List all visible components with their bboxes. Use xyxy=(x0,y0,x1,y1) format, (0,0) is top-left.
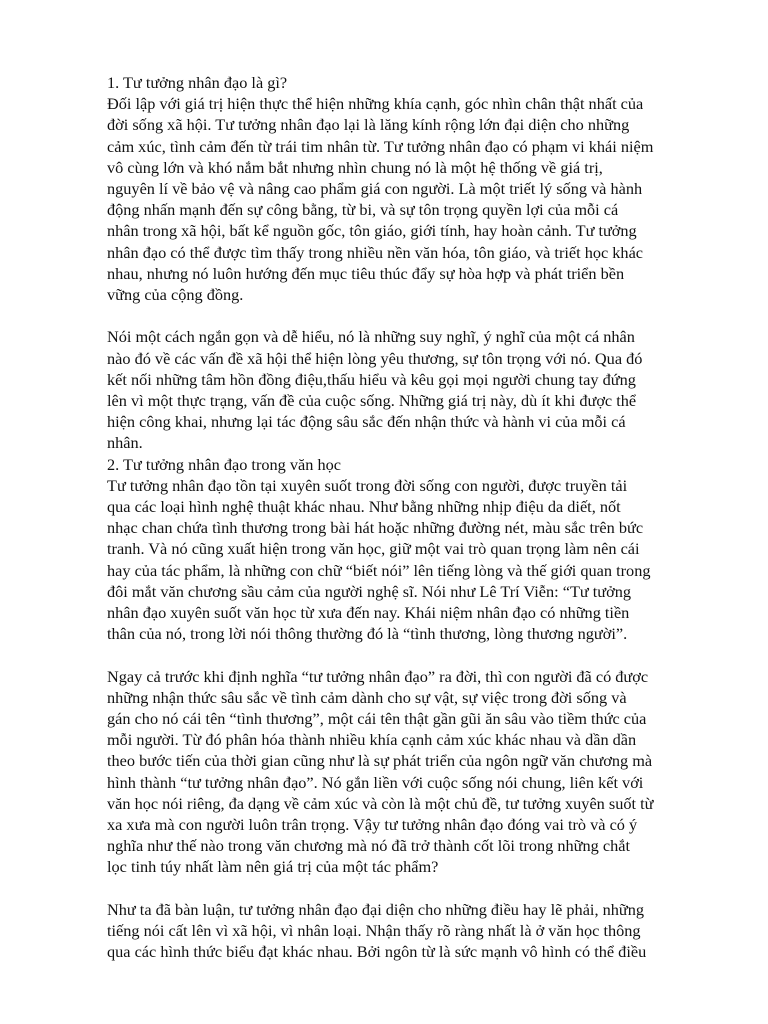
heading-1: 1. Tư tưởng nhân đạo là gì? xyxy=(107,73,288,92)
paragraph-2: Nói một cách ngắn gọn và dễ hiểu, nó là những suy nghĩ, ý nghĩ của một cá nhân nào đó về các vấn đề xã hội thể hiện lòng yêu thương, sự tôn trọng với nó. Qua đó kết nối những tâm hồn đồng điệu,thấu hiểu và kêu gọi mọi người chung tay đứng lên vì một thực trạng, vấn đề của cuộc sống. Những giá trị này, dù ít khi được thể hiện công khai, nhưng lại tác động sâu sắc đến nhận thức và hành vi của mỗi cá nhân. xyxy=(107,327,643,453)
paragraph-gap xyxy=(107,878,707,899)
paragraph-gap xyxy=(107,644,707,665)
heading-2: 2. Tư tưởng nhân đạo trong văn học xyxy=(107,454,341,474)
paragraph-1: Đối lập với giá trị hiện thực thể hiện những khía cạnh, góc nhìn chân thật nhất của đời sống xã hội. Tư tưởng nhân đạo lại là lăng kính rộng lớn đại diện cho những cảm xúc, tình cảm đến từ trái tim nhân từ. Tư tưởng nhân đạo có phạm vi khái niệm vô cùng lớn và khó nắm bắt nhưng nhìn chung nó là một hệ thống về giá trị, nguyên lí về bảo vệ và nâng cao phẩm giá con người. Là một triết lý sống và hành động nhấn mạnh đến sự công bằng, từ bi, và sự tôn trọng quyền lợi của mỗi cá nhân trong xã hội, bất kể nguồn gốc, tôn giáo, giới tính, hay hoàn cảnh. Tư tưởng nhân đạo có thể được tìm thấy trong nhiều nền văn hóa, tôn giáo, và triết học khác nhau, nhưng nó luôn hướng đến mục tiêu thúc đẩy sự hòa hợp và phát triển bền vững của cộng đồng. xyxy=(107,94,654,305)
paragraph-5: Như ta đã bàn luận, tư tưởng nhân đạo đại diện cho những điều hay lẽ phải, những tiếng nói cất lên vì xã hội, vì nhân loại. Nhận thấy rõ ràng nhất là ở văn học thông qua các hình thức biểu đạt khác nhau. Bởi ngôn từ là sức mạnh vô hình có thể điều xyxy=(107,899,647,962)
paragraph-gap xyxy=(107,305,707,326)
paragraph-4: Ngay cả trước khi định nghĩa “tư tưởng nhân đạo” ra đời, thì con người đã có được những nhận thức sâu sắc về tình cảm dành cho sự vật, sự việc trong đời sống và gán cho nó cái tên “tình thương”, một cái tên thật gần gũi ăn sâu vào tiềm thức của mỗi người. Từ đó phân hóa thành nhiều khía cạnh cảm xúc khác nhau và dần dần theo bước tiến của thời gian cũng như là sự phát triển của ngôn ngữ văn chương mà hình thành “tư tưởng nhân đạo”. Nó gắn liền với cuộc sống nói chung, liên kết với văn học nói riêng, đa dạng về cảm xúc và còn là một chủ đề, tư tưởng xuyên suốt từ xa xưa mà con người luôn trân trọng. Vậy tư tưởng nhân đạo đóng vai trò và có ý nghĩa như thế nào trong văn chương mà nó đã trở thành cốt lõi trong những chắt lọc tinh túy nhất làm nên giá trị của một tác phẩm? xyxy=(107,666,654,877)
paragraph-3: Tư tưởng nhân đạo tồn tại xuyên suốt trong đời sống con người, được truyền tải qua các loại hình nghệ thuật khác nhau. Như bằng những nhịp điệu da diết, nốt nhạc chan chứa tình thương trong bài hát hoặc những đường nét, màu sắc trên bức tranh. Và nó cũng xuất hiện trong văn học, giữ một vai trò quan trọng làm nên cái hay của tác phẩm, là những con chữ “biết nói” lên tiếng lòng và thế giới quan trong đôi mắt văn chương sầu cảm của người nghệ sĩ. Nói như Lê Trí Viễn: “Tư tưởng nhân đạo xuyên suốt văn học từ xưa đến nay. Khái niệm nhân đạo có những tiền thân của nó, trong lời nói thông thường đó là “tình thương, lòng thương người”. xyxy=(107,475,651,644)
document-body xyxy=(107,72,707,962)
